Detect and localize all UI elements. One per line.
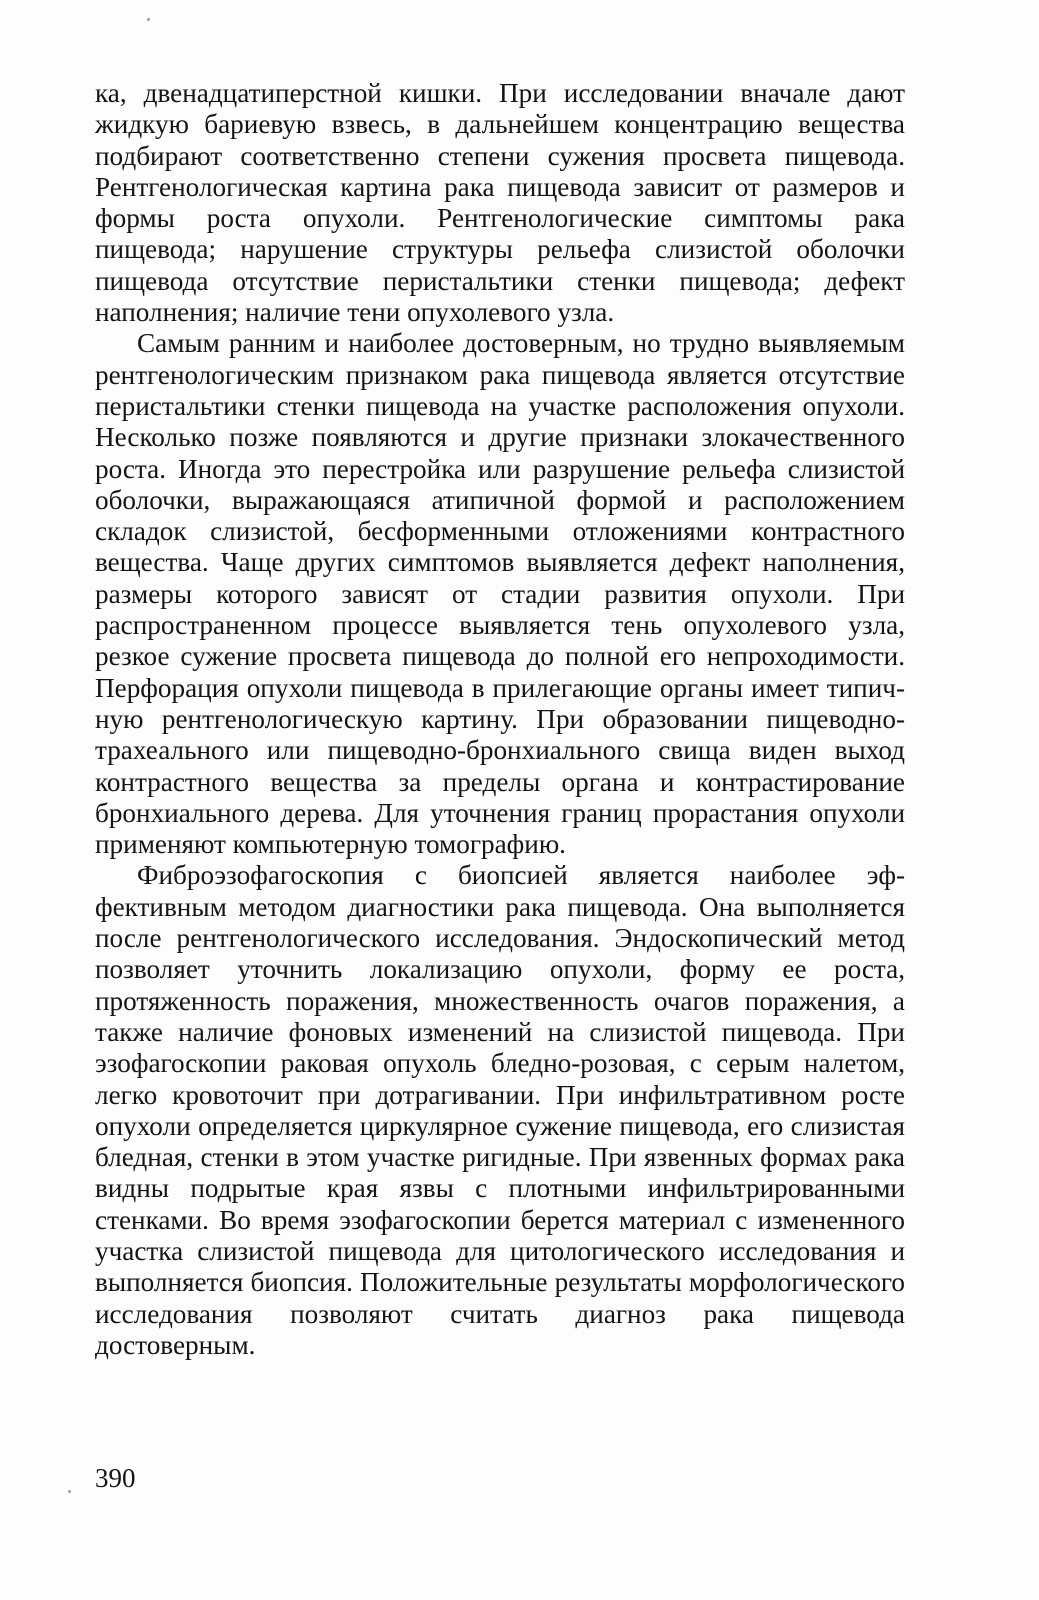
scan-speck [147, 18, 150, 21]
page-number: 390 [95, 1463, 136, 1493]
paragraph-endoscopy: Фиброэзофагоскопия с биопсией является наиболее эффективным методом диагностики рака пищевода. Она выполняется после рентгенологического исследования. Эндоскопический метод позволяет уточнить локализацию опухоли, форму ее роста, протяженность поражения, множественность очагов поражения, а также наличие фоновых изменений на слизистой пищевода. При эзофагоскопии раковая опухоль бледно-розовая, с серым налетом, легко кровоточит при дотрагивании. При инфильтративном росте опухоли определяется циркулярное сужение пищевода, его слизистая бледная, стенки в этом участке ригидные. При язвенных формах рака видны подрытые края язвы с плотными инфильтрированными стенками. Во время эзофагоскопии берется материал с измененного участка слизистой пищевода для цитологического исследования и выполняется биопсия. Положительные результаты морфологического исследования позволяют считать диагноз рака пищевода достоверным. [95, 860, 905, 1360]
paragraph-continued: ка, двенадцатиперстной кишки. При исследовании вначале дают жидкую бариевую взвесь, в дальнейшем концентрацию вещества подбирают соответственно степени сужения просвета пищевода. Рентгенологическая картина рака пищевода зависит от размеров и формы роста опухоли. Рентгенологические симптомы рака пищевода; нарушение структуры рельефа слизистой оболочки пищевода отсутствие перистальтики стенки пищевода; дефект наполнения; наличие тени опухолевого узла. [95, 78, 905, 328]
paragraph-radiological-signs: Самым ранним и наиболее достоверным, но трудно выявляемым рентгенологическим признаком рака пищевода является отсутствие перистальтики стенки пищевода на участке расположения опухоли. Несколько позже появляются и другие признаки злокачественного роста. Иногда это перестройка или разрушение рельефа слизистой оболочки, выражающаяся атипичной формой и расположением складок слизистой, бесформенными отложениями контрастного вещества. Чаще других симптомов выявляется дефект наполнения, размеры которого зависят от стадии развития опухоли. При распространенном процессе выявляется тень опухолевого узла, резкое сужение просвета пищевода до полной его непроходимости. Перфорация опухоли пищевода в прилегающие органы имеет типичную рентгенологическую картину. При образовании пищеводно-трахеального или пищеводно-бронхиального свища виден выход контрастного вещества за пределы органа и контрастирование бронхиального дерева. Для уточнения границ прорастания опухоли применяют компьютерную томографию. [95, 328, 905, 860]
scan-speck [68, 1490, 71, 1493]
body-text [95, 78, 905, 1361]
